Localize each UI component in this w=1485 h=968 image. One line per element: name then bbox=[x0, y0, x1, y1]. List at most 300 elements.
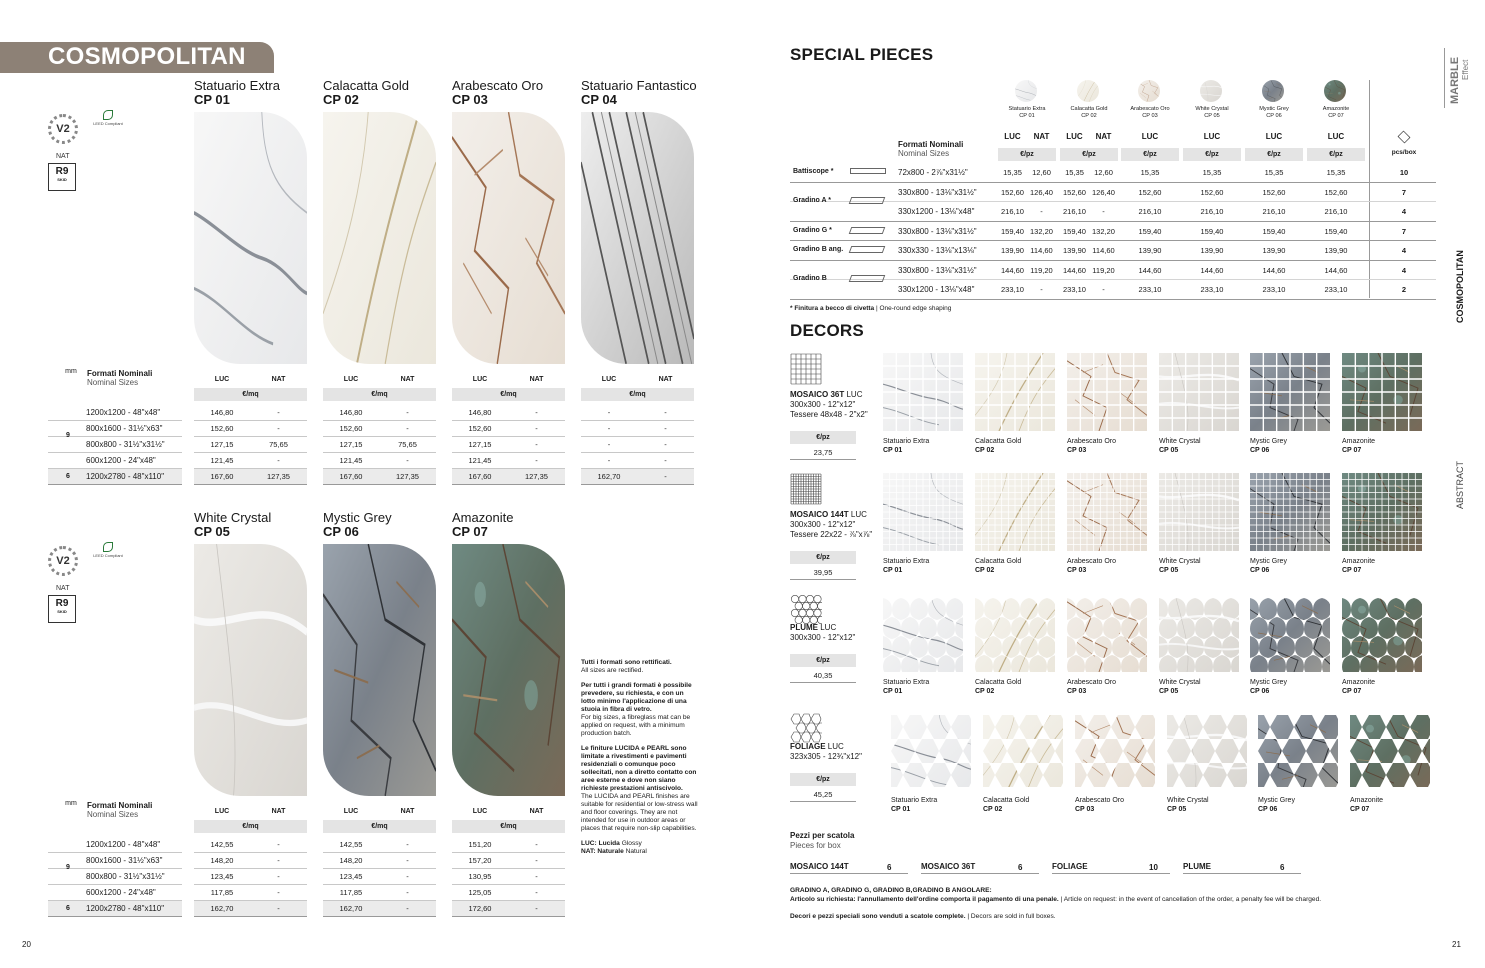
decor-tile-code: CP 03 bbox=[1075, 806, 1095, 813]
price-nat: - bbox=[277, 872, 280, 881]
price-unit-header: €/mq bbox=[452, 820, 565, 833]
decor-tile-name: Amazonite bbox=[1342, 558, 1376, 565]
price-nat: - bbox=[406, 408, 409, 417]
price-unit-header: €/mq bbox=[581, 388, 694, 401]
side-tab-effect: Effect bbox=[1461, 59, 1470, 80]
r9-skid-badge-icon bbox=[48, 163, 76, 191]
price-luc: 123,45 bbox=[339, 872, 363, 881]
size-label: 1200x2780 - 48"x110" bbox=[86, 472, 165, 481]
special-nat-header: NAT bbox=[1033, 132, 1050, 141]
note-3-en: The LUCIDA and PEARL finishes are suitable for residential or low-stress wall and floor coverings. They are not intended for use in outdoor areas or places that require non-slip capabilities. bbox=[581, 793, 698, 832]
col-nat-header: NAT bbox=[400, 808, 415, 815]
col-code: CP 07 bbox=[1328, 113, 1344, 119]
price-nat: 75,65 bbox=[398, 440, 417, 449]
special-price: 159,40 bbox=[1063, 226, 1086, 236]
size-row bbox=[48, 869, 182, 885]
price-luc: 117,85 bbox=[210, 888, 234, 897]
decor-finish: LUC bbox=[850, 510, 867, 519]
price-nat: - bbox=[535, 888, 538, 897]
decor-tile-name: Statuario Extra bbox=[891, 797, 938, 804]
marble-slab-image bbox=[323, 112, 436, 364]
leed-text: LEED Compliant bbox=[93, 121, 123, 126]
decor-finish: LUC bbox=[827, 742, 844, 751]
size-label: 800x1600 - 31½"x63" bbox=[86, 424, 163, 433]
price-nat: - bbox=[535, 904, 538, 913]
price-luc: - bbox=[607, 424, 611, 433]
decor-size: 300x300 - 12"x12" bbox=[790, 520, 856, 529]
marble-swatch-image bbox=[1077, 80, 1099, 102]
marble-swatch-image bbox=[1262, 80, 1284, 102]
leed-text: LEED Compliant bbox=[93, 553, 123, 558]
special-pcs-box: 10 bbox=[1399, 168, 1409, 177]
nat-label: NAT: bbox=[581, 848, 596, 855]
special-col-name bbox=[1120, 106, 1180, 120]
special-price: 144,60 bbox=[1324, 265, 1348, 275]
special-size: 330x800 - 13⅛"x31½" bbox=[898, 265, 977, 275]
decor-tile-code: CP 06 bbox=[1258, 806, 1278, 813]
leaf-icon bbox=[103, 110, 113, 120]
decor-tile-code: CP 01 bbox=[883, 567, 903, 574]
note-1-it: Tutti i formati sono rettificati. bbox=[581, 659, 672, 666]
page-number-left: 20 bbox=[22, 940, 31, 949]
price-nat: 127,35 bbox=[267, 472, 290, 481]
price-luc: 167,60 bbox=[210, 472, 234, 481]
decor-finish: LUC bbox=[846, 390, 863, 399]
special-price: 216,10 bbox=[1001, 207, 1024, 216]
decor-tile-image bbox=[1250, 473, 1330, 551]
nat-badge-label: NAT bbox=[56, 153, 70, 160]
decor-tessere: Tessere 48x48 - 2"x2" bbox=[790, 410, 868, 419]
price-nat: - bbox=[406, 904, 409, 913]
special-price: 144,60 bbox=[1200, 265, 1224, 275]
price-luc: 117,85 bbox=[339, 888, 363, 897]
special-piece-label: Gradino B ang. bbox=[793, 246, 844, 253]
price-luc: 146,80 bbox=[339, 408, 363, 417]
box-item-name: FOLIAGE bbox=[1052, 860, 1170, 874]
leed-badge-icon bbox=[93, 110, 123, 126]
col-luc-header: LUC bbox=[214, 376, 230, 383]
size-row bbox=[48, 885, 182, 901]
special-price: 216,10 bbox=[1138, 207, 1162, 216]
decor-tile-name: White Crystal bbox=[1159, 558, 1201, 565]
price-nat: - bbox=[535, 456, 538, 465]
decor-tile-name: Amazonite bbox=[1350, 797, 1384, 804]
special-pcs-box: 4 bbox=[1401, 265, 1407, 275]
box-item-qty: 6 bbox=[1018, 863, 1023, 872]
special-pieces-title: SPECIAL PIECES bbox=[790, 45, 934, 64]
brand-underline bbox=[0, 71, 274, 73]
decor-tile-name: Statuario Extra bbox=[883, 679, 930, 686]
price-luc: 127,15 bbox=[339, 440, 363, 449]
special-pcs-box: 4 bbox=[1401, 246, 1407, 255]
col-code: CP 06 bbox=[1266, 113, 1282, 119]
nominal-sizes-title: Formati Nominali bbox=[87, 801, 153, 810]
decor-tile-name: Mystic Grey bbox=[1250, 558, 1287, 565]
note-2-en: For big sizes, a fibreglass mat can be applied on request, with a minimum production batch. bbox=[581, 714, 691, 737]
decor-title bbox=[790, 742, 844, 752]
decor-tile-name: Amazonite bbox=[1342, 679, 1376, 686]
decor-tile-code: CP 03 bbox=[1067, 447, 1087, 454]
special-unit-header: €/pz bbox=[1307, 148, 1365, 161]
decor-tile-code: CP 02 bbox=[975, 447, 995, 454]
price-luc: 148,20 bbox=[339, 856, 363, 865]
decor-size: 300x300 - 12"x12" bbox=[790, 400, 856, 409]
special-size: 330x330 - 13⅛"x13⅛" bbox=[898, 246, 977, 255]
col-name: Amazonite bbox=[1322, 106, 1350, 112]
box-item-name: MOSAICO 144T bbox=[790, 860, 908, 874]
size-label: 800x800 - 31½"x31½" bbox=[86, 872, 165, 881]
pcs-box-header: pcs/box bbox=[1391, 149, 1417, 156]
decor-tile-code: CP 05 bbox=[1159, 567, 1179, 574]
decor-tile-name: White Crystal bbox=[1159, 438, 1201, 445]
marble-swatch-image bbox=[1015, 80, 1037, 102]
price-luc: 121,45 bbox=[468, 456, 492, 465]
decor-price: 23,75 bbox=[790, 446, 856, 460]
decor-name: MOSAICO 36T bbox=[790, 390, 845, 399]
col-name: Statuario Extra bbox=[1008, 106, 1046, 112]
special-unit-header: €/pz bbox=[1245, 148, 1303, 161]
marble-slab-image bbox=[194, 112, 307, 364]
marble-swatch-image bbox=[1324, 80, 1346, 102]
special-col-name bbox=[1244, 106, 1304, 120]
special-price: 119,20 bbox=[1030, 265, 1053, 275]
special-col-name bbox=[1182, 106, 1242, 120]
special-price: 132,20 bbox=[1030, 226, 1053, 236]
special-price: 216,10 bbox=[1063, 207, 1086, 216]
special-unit-header: €/pz bbox=[1060, 148, 1118, 161]
decor-tile-name: Arabescato Oro bbox=[1067, 558, 1117, 565]
decor-price: 39,95 bbox=[790, 566, 856, 580]
marble-swatch-image bbox=[1138, 80, 1160, 102]
decor-tile-image bbox=[1250, 594, 1330, 672]
decor-tile-image bbox=[891, 713, 971, 791]
mm-thickness-icon: mm bbox=[65, 368, 77, 375]
decor-tile-code: CP 01 bbox=[883, 688, 903, 695]
special-luc-header: LUC bbox=[1203, 132, 1221, 141]
r9-text: R9 bbox=[55, 166, 69, 177]
special-price: 12,60 bbox=[1032, 168, 1051, 177]
v2-badge-icon: V2 bbox=[48, 114, 78, 144]
decor-tile-image bbox=[1075, 713, 1155, 791]
decor-tile-name: Arabescato Oro bbox=[1067, 438, 1117, 445]
v2-badge-icon: V2 bbox=[48, 546, 78, 576]
special-price: 152,60 bbox=[1138, 187, 1162, 197]
special-price: 159,40 bbox=[1138, 226, 1162, 236]
special-piece-shape-icon bbox=[850, 168, 886, 174]
product-name: Arabescato Oro bbox=[452, 78, 544, 93]
footnote-en: One-round edge shaping bbox=[879, 305, 952, 312]
special-price: - bbox=[1040, 207, 1043, 216]
decor-tile-code: CP 05 bbox=[1159, 447, 1179, 454]
special-piece-label: Gradino B bbox=[793, 275, 827, 283]
decor-tile-image bbox=[1342, 353, 1422, 431]
special-size: 330x1200 - 13⅛"x48" bbox=[898, 207, 975, 216]
special-formats-title: Formati Nominali bbox=[898, 140, 964, 149]
decor-tile-code: CP 06 bbox=[1250, 688, 1270, 695]
col-luc-header: LUC bbox=[472, 808, 488, 815]
page-number-right: 21 bbox=[1452, 940, 1461, 949]
decor-size: 323x305 - 12¾"x12" bbox=[790, 752, 862, 761]
price-luc: 162,70 bbox=[210, 904, 234, 913]
price-nat: - bbox=[406, 456, 409, 465]
skid-text: SKID bbox=[57, 609, 67, 614]
box-item-name: PLUME bbox=[1183, 860, 1301, 874]
special-price: 139,90 bbox=[1200, 246, 1224, 255]
special-price: 139,90 bbox=[1001, 246, 1024, 255]
decor-tile-image bbox=[1350, 713, 1430, 791]
side-tab-cosmopolitan[interactable]: COSMOPOLITAN bbox=[1455, 250, 1465, 323]
price-nat: - bbox=[406, 840, 409, 849]
decor-tile-image bbox=[1167, 713, 1247, 791]
col-luc-header: LUC bbox=[601, 376, 617, 383]
price-nat: - bbox=[406, 888, 409, 897]
decor-tile-name: White Crystal bbox=[1167, 797, 1209, 804]
decor-tile-name: Statuario Extra bbox=[883, 438, 930, 445]
special-unit-header: €/pz bbox=[998, 148, 1056, 161]
size-row bbox=[48, 837, 182, 853]
price-nat: 127,35 bbox=[525, 472, 548, 481]
special-price: 15,35 bbox=[1003, 168, 1022, 177]
price-unit-header: €/mq bbox=[323, 820, 436, 833]
special-luc-header: LUC bbox=[1265, 132, 1283, 141]
special-price: 132,20 bbox=[1092, 226, 1115, 236]
legal-1-en: Article on request: in the event of cancellation of the order, a penalty fee will be charged. bbox=[1063, 896, 1322, 903]
decor-tile-name: Calacatta Gold bbox=[975, 558, 1022, 565]
price-luc: 167,60 bbox=[339, 472, 363, 481]
special-piece-shape-icon bbox=[849, 197, 886, 204]
special-piece-shape-icon bbox=[849, 227, 886, 234]
price-nat: - bbox=[664, 440, 667, 449]
price-luc: 162,70 bbox=[339, 904, 363, 913]
marble-slab-image bbox=[452, 112, 565, 364]
price-unit-header: €/mq bbox=[323, 388, 436, 401]
special-price: - bbox=[1040, 285, 1043, 294]
decor-tile-image bbox=[1067, 353, 1147, 431]
decor-tile-image bbox=[975, 594, 1055, 672]
special-price: 139,90 bbox=[1324, 246, 1348, 255]
legal-1-title: GRADINO A, GRADINO G, GRADINO B,GRADINO B ANGOLARE: bbox=[790, 887, 992, 894]
price-nat: 75,65 bbox=[269, 440, 288, 449]
special-price: 216,10 bbox=[1262, 207, 1286, 216]
price-luc: 146,80 bbox=[210, 408, 234, 417]
price-nat: - bbox=[664, 472, 667, 481]
special-price: 15,35 bbox=[1140, 168, 1160, 177]
special-price: 119,20 bbox=[1092, 265, 1115, 275]
decor-title bbox=[790, 510, 867, 520]
col-luc-header: LUC bbox=[343, 376, 359, 383]
leaf-icon bbox=[103, 542, 113, 552]
marble-slab-image bbox=[194, 544, 307, 796]
special-price: 233,10 bbox=[1138, 285, 1162, 294]
price-nat: - bbox=[277, 424, 280, 433]
price-nat: - bbox=[406, 872, 409, 881]
product-name: Statuario Fantastico bbox=[581, 78, 697, 93]
col-code: CP 03 bbox=[1142, 113, 1158, 119]
decors-title: DECORS bbox=[790, 321, 864, 340]
luc-label: LUC: bbox=[581, 840, 597, 847]
decor-unit: €/pz bbox=[790, 773, 856, 786]
special-price: - bbox=[1102, 285, 1105, 294]
side-tab-abstract[interactable]: ABSTRACT bbox=[1455, 460, 1465, 509]
luc-en: Glossy bbox=[621, 840, 642, 847]
product-notes bbox=[581, 659, 699, 863]
price-luc: 142,55 bbox=[339, 840, 363, 849]
price-nat: - bbox=[535, 856, 538, 865]
thickness-9-label: 9 bbox=[66, 432, 70, 439]
special-nat-header: NAT bbox=[1095, 132, 1112, 141]
size-label: 800x1600 - 31½"x63" bbox=[86, 856, 163, 865]
special-piece-label: Gradino A * bbox=[793, 197, 831, 205]
special-price: 114,60 bbox=[1030, 246, 1053, 255]
price-luc: 152,60 bbox=[210, 424, 234, 433]
decor-price: 45,25 bbox=[790, 788, 856, 802]
decor-tile-image bbox=[1258, 713, 1338, 791]
decor-tile-name: Amazonite bbox=[1342, 438, 1376, 445]
size-label: 1200x1200 - 48"x48" bbox=[86, 840, 161, 849]
price-luc: 146,80 bbox=[468, 408, 492, 417]
special-pcs-box: 2 bbox=[1401, 285, 1407, 294]
special-price: 144,60 bbox=[1262, 265, 1286, 275]
decor-tile-name: Arabescato Oro bbox=[1075, 797, 1125, 804]
r9-skid-badge-icon bbox=[48, 595, 76, 623]
col-luc-header: LUC bbox=[214, 808, 230, 815]
price-nat: - bbox=[406, 856, 409, 865]
decor-tile-code: CP 07 bbox=[1342, 447, 1362, 454]
price-nat: - bbox=[535, 440, 538, 449]
product-name: Mystic Grey bbox=[323, 510, 392, 525]
price-nat: - bbox=[277, 840, 280, 849]
decor-tile-code: CP 05 bbox=[1159, 688, 1179, 695]
decor-tile-image bbox=[1067, 473, 1147, 551]
special-col-name bbox=[1059, 106, 1119, 120]
luc-it: Lucida bbox=[598, 840, 620, 847]
decor-tile-image bbox=[1342, 594, 1422, 672]
price-luc: 127,15 bbox=[210, 440, 234, 449]
special-price: 144,60 bbox=[1001, 265, 1024, 275]
decor-tile-code: CP 06 bbox=[1250, 447, 1270, 454]
decor-pattern-icon bbox=[790, 473, 822, 510]
leed-badge-icon bbox=[93, 542, 123, 558]
special-luc-header: LUC bbox=[1327, 132, 1345, 141]
col-name: Calacatta Gold bbox=[1070, 106, 1108, 112]
decor-unit: €/pz bbox=[790, 431, 856, 444]
product-name: Statuario Extra bbox=[194, 78, 280, 93]
legal-2-it: Decori e pezzi speciali sono venduti a scatole complete. bbox=[790, 913, 966, 920]
special-price: 15,35 bbox=[1264, 168, 1284, 177]
decor-tile-name: Statuario Extra bbox=[883, 558, 930, 565]
box-item-name: MOSAICO 36T bbox=[921, 860, 1039, 874]
decor-tile-code: CP 02 bbox=[983, 806, 1003, 813]
col-name: Mystic Grey bbox=[1259, 106, 1289, 112]
price-nat: - bbox=[535, 840, 538, 849]
box-icon bbox=[1398, 131, 1411, 144]
price-luc: 152,60 bbox=[339, 424, 363, 433]
special-size: 330x800 - 13⅛"x31½" bbox=[898, 226, 977, 236]
special-unit-header: €/pz bbox=[1183, 148, 1241, 161]
special-footnote: * Finitura a becco di civetta | One-round edge shaping bbox=[790, 305, 952, 312]
price-luc: 162,70 bbox=[597, 472, 621, 481]
decor-tile-image bbox=[1067, 594, 1147, 672]
special-price: 126,40 bbox=[1030, 187, 1053, 197]
price-luc: 157,20 bbox=[468, 856, 492, 865]
special-price: 12,60 bbox=[1094, 168, 1113, 177]
price-luc: 142,55 bbox=[210, 840, 234, 849]
special-col-name bbox=[1306, 106, 1366, 120]
decor-tile-image bbox=[1250, 353, 1330, 431]
side-tab-marble: MARBLE bbox=[1449, 56, 1461, 104]
price-nat: - bbox=[535, 408, 538, 417]
special-price: 159,40 bbox=[1262, 226, 1286, 236]
col-nat-header: NAT bbox=[271, 808, 286, 815]
pcs-box-divider bbox=[1369, 80, 1370, 298]
product-code: CP 05 bbox=[194, 524, 230, 539]
decor-price: 40,35 bbox=[790, 669, 856, 683]
box-item-qty: 6 bbox=[1280, 863, 1285, 872]
price-luc: 125,05 bbox=[468, 888, 492, 897]
box-item-qty: 10 bbox=[1149, 863, 1158, 872]
decor-tile-image bbox=[883, 353, 963, 431]
price-luc: 172,60 bbox=[468, 904, 492, 913]
decor-tile-name: White Crystal bbox=[1159, 679, 1201, 686]
col-nat-header: NAT bbox=[658, 376, 673, 383]
product-name: Calacatta Gold bbox=[323, 78, 409, 93]
price-nat: - bbox=[535, 872, 538, 881]
thickness-6-label: 6 bbox=[66, 905, 70, 912]
decor-tile-code: CP 01 bbox=[891, 806, 911, 813]
price-nat: - bbox=[277, 456, 280, 465]
col-nat-header: NAT bbox=[271, 376, 286, 383]
special-price: 152,60 bbox=[1200, 187, 1224, 197]
decor-tile-image bbox=[1159, 353, 1239, 431]
price-nat: - bbox=[277, 856, 280, 865]
special-pcs-box: 4 bbox=[1401, 207, 1407, 216]
marble-slab-image bbox=[581, 112, 694, 364]
special-price: 233,10 bbox=[1063, 285, 1086, 294]
special-size: 72x800 - 2⅞"x31½" bbox=[898, 168, 968, 177]
decor-tile-image bbox=[1159, 594, 1239, 672]
special-piece-shape-icon bbox=[849, 275, 886, 282]
decor-tessere: Tessere 22x22 - ⅞"x⅞" bbox=[790, 530, 873, 539]
price-unit-header: €/mq bbox=[194, 820, 307, 833]
special-luc-header: LUC bbox=[1066, 132, 1083, 141]
decor-tile-name: Mystic Grey bbox=[1258, 797, 1295, 804]
price-nat: - bbox=[277, 888, 280, 897]
decor-pattern-icon bbox=[790, 353, 822, 390]
special-price: 152,60 bbox=[1262, 187, 1286, 197]
special-luc-header: LUC bbox=[1141, 132, 1159, 141]
special-price: 139,90 bbox=[1063, 246, 1086, 255]
price-unit-header: €/mq bbox=[194, 388, 307, 401]
price-nat: - bbox=[664, 408, 667, 417]
decor-name: MOSAICO 144T bbox=[790, 510, 849, 519]
product-name: White Crystal bbox=[194, 510, 272, 525]
pieces-per-box-title: Pezzi per scatola bbox=[790, 831, 855, 840]
legal-note-2: Decori e pezzi speciali sono venduti a scatole complete. | Decors are sold in full boxes. bbox=[790, 913, 1056, 920]
nominal-sizes-subtitle: Nominal Sizes bbox=[87, 378, 139, 387]
special-price: 152,60 bbox=[1063, 187, 1086, 197]
marble-swatch-image bbox=[1200, 80, 1222, 102]
thickness-6-label: 6 bbox=[66, 473, 70, 480]
special-price: 139,90 bbox=[1138, 246, 1162, 255]
decor-tile-name: Mystic Grey bbox=[1250, 679, 1287, 686]
col-nat-header: NAT bbox=[529, 376, 544, 383]
decor-tile-code: CP 02 bbox=[975, 567, 995, 574]
special-size: 330x1200 - 13⅛"x48" bbox=[898, 285, 975, 294]
legal-2-en: Decors are sold in full boxes. bbox=[970, 913, 1056, 920]
special-unit-header: €/pz bbox=[1121, 148, 1179, 161]
box-item-qty: 6 bbox=[887, 863, 892, 872]
product-code: CP 02 bbox=[323, 92, 359, 107]
